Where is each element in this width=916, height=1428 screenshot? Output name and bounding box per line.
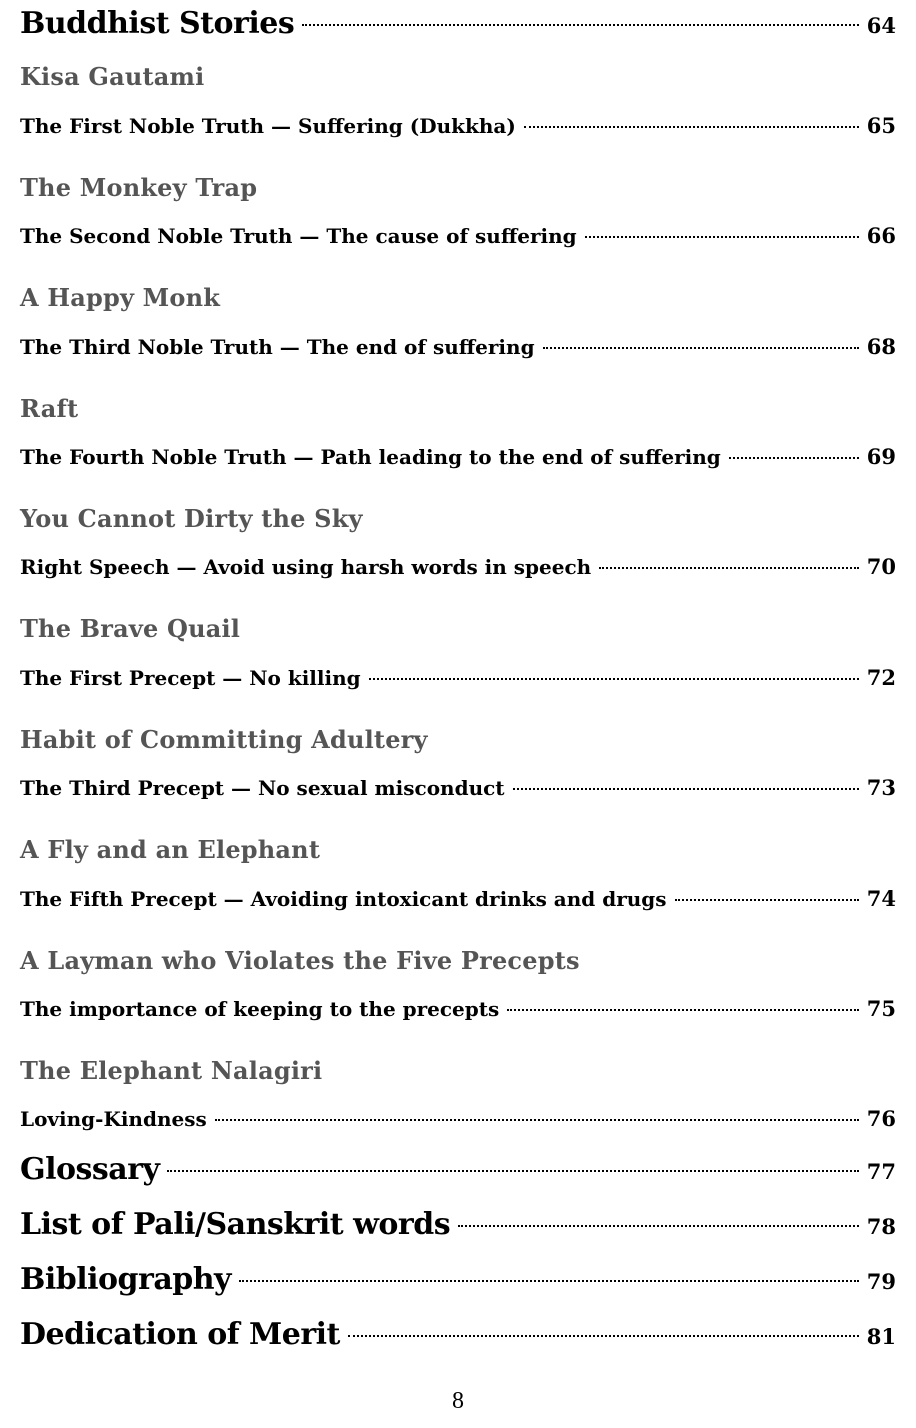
entry-page-number: 75 xyxy=(866,996,896,1021)
toc-main-entry xyxy=(20,1152,896,1187)
toc-entry xyxy=(20,886,896,911)
story-title: Raft xyxy=(20,394,79,423)
entry-page-number: 73 xyxy=(866,775,896,800)
story-title: A Layman who Violates the Five Precepts xyxy=(20,946,580,975)
entry-subtitle: Loving-Kindness xyxy=(20,1107,207,1131)
entry-subtitle: Right Speech — Avoid using harsh words in speech xyxy=(20,555,592,579)
entry-page-number: 72 xyxy=(866,665,896,690)
dot-leader xyxy=(458,1225,859,1227)
dot-leader xyxy=(599,567,859,569)
entry-page-number: 70 xyxy=(866,554,896,579)
dot-leader xyxy=(239,1280,859,1282)
entry-page-number: 74 xyxy=(866,886,896,911)
story-title: A Happy Monk xyxy=(20,283,221,312)
toc-entry xyxy=(20,1106,896,1131)
main-entry-title: Dedication of Merit xyxy=(20,1317,340,1352)
toc-entry xyxy=(20,996,896,1021)
dot-leader xyxy=(167,1170,858,1172)
dot-leader xyxy=(513,788,859,790)
page-number: 8 xyxy=(452,1388,464,1414)
story-title: Kisa Gautami xyxy=(20,62,205,91)
entry-subtitle: The importance of keeping to the precepts xyxy=(20,997,500,1021)
story-title: You Cannot Dirty the Sky xyxy=(20,504,363,533)
entry-page-number: 65 xyxy=(866,113,896,138)
dot-leader xyxy=(507,1009,859,1011)
entry-subtitle: The Third Precept — No sexual misconduct xyxy=(20,776,505,800)
main-entry-title: List of Pali/Sanskrit words xyxy=(20,1207,451,1242)
main-entry-page-number: 78 xyxy=(866,1214,896,1239)
dot-leader xyxy=(543,347,859,349)
story-title: The Brave Quail xyxy=(20,614,241,643)
entry-subtitle: The First Noble Truth — Suffering (Dukkha) xyxy=(20,114,516,138)
dot-leader xyxy=(348,1335,859,1337)
entry-subtitle: The Fourth Noble Truth — Path leading to the end of suffering xyxy=(20,445,721,469)
main-entry-page-number: 81 xyxy=(866,1324,896,1349)
toc-entry xyxy=(20,775,896,800)
toc-section-heading xyxy=(20,6,896,41)
dot-leader xyxy=(302,24,859,26)
toc-main-entry xyxy=(20,1317,896,1352)
main-entry-page-number: 79 xyxy=(866,1269,896,1294)
main-entry-title: Glossary xyxy=(20,1152,160,1187)
dot-leader xyxy=(369,678,859,680)
entry-page-number: 69 xyxy=(866,444,896,469)
dot-leader xyxy=(215,1119,859,1121)
dot-leader xyxy=(729,457,859,459)
entry-page-number: 66 xyxy=(866,223,896,248)
dot-leader xyxy=(585,236,859,238)
dot-leader xyxy=(675,899,859,901)
dot-leader xyxy=(524,126,859,128)
entry-subtitle: The Fifth Precept — Avoiding intoxicant drinks and drugs xyxy=(20,887,667,911)
section-page-number: 64 xyxy=(866,13,896,38)
entry-page-number: 76 xyxy=(866,1106,896,1131)
entry-page-number: 68 xyxy=(866,334,896,359)
toc-entry xyxy=(20,113,896,138)
story-title: A Fly and an Elephant xyxy=(20,835,321,864)
toc-entry xyxy=(20,334,896,359)
main-entry-title: Bibliography xyxy=(20,1262,231,1297)
main-entry-page-number: 77 xyxy=(866,1159,896,1184)
section-title: Buddhist Stories xyxy=(20,6,295,41)
entry-subtitle: The Second Noble Truth — The cause of suffering xyxy=(20,224,577,248)
toc-entry xyxy=(20,665,896,690)
story-title: The Elephant Nalagiri xyxy=(20,1056,323,1085)
entry-subtitle: The First Precept — No killing xyxy=(20,666,361,690)
story-title: Habit of Committing Adultery xyxy=(20,725,428,754)
entry-subtitle: The Third Noble Truth — The end of suffering xyxy=(20,335,535,359)
toc-main-entry xyxy=(20,1207,896,1242)
toc-main-entry xyxy=(20,1262,896,1297)
toc-entry xyxy=(20,444,896,469)
story-title: The Monkey Trap xyxy=(20,173,258,202)
toc-entry xyxy=(20,223,896,248)
toc-entry xyxy=(20,554,896,579)
